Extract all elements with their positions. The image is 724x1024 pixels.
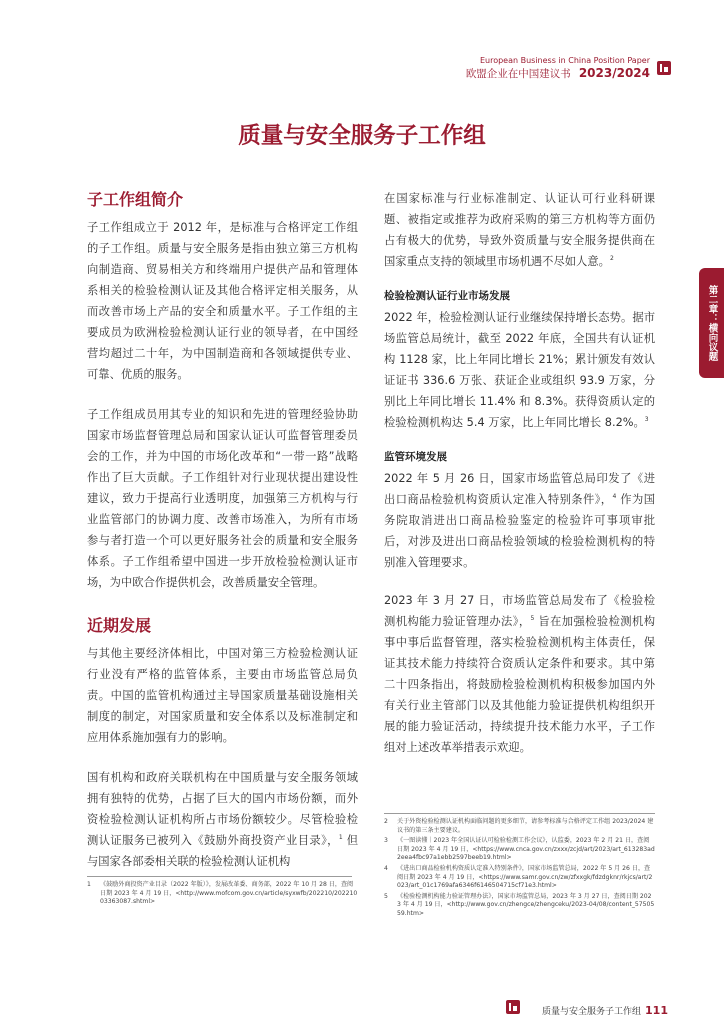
footnote-text: 《鼓励外商投资产业目录（2022 年版）》，发展改革委、商务部，2022 年 10 月 28 日，查阅日期 2023 年 4 月 19 日，<http://www.mofcom.gov.cn/article/syxwfb/202210/20221003363087.shtml> [100, 881, 358, 906]
page-header [466, 56, 650, 81]
footnote-number: 4 [384, 864, 388, 872]
regulatory-paragraph-2 [384, 590, 655, 758]
chapter-side-tab[interactable]: 第二章：横向议题 [699, 268, 724, 378]
recent-paragraph-1: 与其他主要经济体相比，中国对第三方检验检测认证行业没有严格的监管体系，主要由市场监管总局负责。中国的监管机构通过主导国家质量基础设施相关制度的制定，对国家质量和安全体系以及标准制定和应用体系施加强有力的影响。 [87, 647, 358, 744]
intro-heading: 子工作组简介 [87, 190, 184, 209]
footnote-number: 2 [384, 818, 388, 825]
footnote-text: 《一图读懂｜2023 年全国认证认可检验检测工作会议》，认监委，2023 年 2 月 21 日，查阅日期 2023 年 4 月 19 日，<https://www.cnca.gov.cn/zxxx/zcjd/art/2023/art_613283ad2eea4fbc97a1ebb2597beeb19.html> [397, 837, 655, 862]
page-footer [542, 1004, 668, 1017]
footnote [384, 818, 655, 835]
footer-logo-icon [506, 1000, 520, 1014]
continued-paragraph [384, 188, 655, 272]
footnote-number: 3 [384, 837, 388, 845]
recent-developments-heading: 近期发展 [87, 616, 152, 635]
footnote-divider-right [384, 813, 655, 814]
footnote-ref-4[interactable]: 4 [612, 493, 617, 501]
footnote [87, 881, 358, 907]
chamber-logo-icon [657, 61, 671, 75]
footnote-text: 《进出口商品检验机构资质认定准入特别条件》，国家市场监管总局，2022 年 5 月 26 日，查阅日期 2023 年 4 月 19 日，<https://www.samr.gov.cn/zw/zfxxgk/fdzdgknr/rkjcs/art/2023/art_01c1769afa6346f6146504715cf71e3.html> [397, 864, 653, 890]
regulatory-paragraph-1 [384, 468, 655, 573]
regulatory-paragraph-2-text-a: 2023 年 3 月 27 日，市场监管总局发布了《检验检测机构能力验证管理办法》， [384, 594, 655, 628]
header-cn-title: 欧盟企业在中国建议书 [465, 68, 571, 80]
recent-paragraph-2 [87, 767, 358, 872]
regulatory-paragraph-1-text-a: 2022 年 5 月 26 日，国家市场监管总局印发了《进出口商品检验机构资质认定准入特别条件》， [384, 472, 655, 506]
recent-paragraph-2-text-a: 国有机构和政府关联机构在中国质量与安全服务领域拥有独特的优势，占据了巨大的国内市场份额，而外资检验检测认证机构所占市场份额较少。尽管检验检测认证服务已被列入《鼓励外商投资产业目录》， [87, 771, 358, 847]
recent-paragraph-2-text-b: 但与国家各部委相关联的检验检测认证机构 [87, 834, 358, 868]
footnote-number: 1 [87, 881, 91, 888]
right-column [384, 188, 655, 758]
regulatory-paragraph-1-text-b: 作为国务院取消进出口商品检验鉴定的检验许可事项审批后，对涉及进出口商品检验领域的检验检测机构的特别准入管理要求。 [384, 493, 656, 569]
footnote-number: 5 [384, 892, 388, 900]
regulatory-heading: 监管环境发展 [384, 451, 447, 463]
continued-paragraph-text: 在国家标准与行业标准制定、认证认可行业科研课题、被指定或推荐为政府采购的第三方机构等方面仍占有极大的优势，导致外资质量与安全服务提供商在国家重点支持的领域里市场机遇不尽如人意。 [384, 192, 655, 268]
footnote-ref-2[interactable]: 2 [609, 255, 614, 263]
footnote-ref-5[interactable]: 5 [530, 615, 535, 623]
footnote-divider-left [87, 876, 352, 877]
header-cn-row [466, 66, 650, 81]
footnote [384, 837, 655, 863]
footnotes-left [87, 881, 358, 909]
footnote [384, 865, 655, 891]
page-number: 111 [645, 1004, 668, 1017]
left-column [87, 190, 358, 872]
market-paragraph [384, 307, 655, 433]
market-paragraph-text: 2022 年，检验检测认证行业继续保持增长态势。据市场监管总局统计，截至 2022 年底，全国共有认证机构 1128 家，比上年同比增长 21%；累计颁发有效认证证书 336.6 万张、获证企业或组织 93.9 万家，分别比上年同比增长 11.4% 和 8.3%。获得资质认定的检验检测机构达 5.4 万家，比上年同比增长 8.2%。 [384, 311, 655, 429]
intro-paragraph-2: 子工作组成员用其专业的知识和先进的管理经验协助国家市场监督管理总局和国家认证认可监督管理委员会的工作，并为中国的市场化改革和“一带一路”战略作出了巨大贡献。子工作组针对行业现状提出建设性建议，致力于提高行业透明度，加强第三方机构与行业监管部门的协调力度、改善市场准入，为所有市场参与者打造一个可以更好服务社会的质量和安全服务体系。子工作组希望中国进一步开放检验检测认证市场，为中欧合作提供机会，改善质量安全管理。 [87, 408, 358, 589]
footer-section-name: 质量与安全服务子工作组 [542, 1007, 642, 1017]
header-en-title: European Business in China Position Paper [479, 56, 650, 65]
footnote-text: 《检验检测机构能力验证管理办法》，国家市场监管总局，2023 年 3 月 27 日，查阅日期 2023 年 4 月 19 日，<http://www.gov.cn/zhengce/zhengceku/2023-04/08/content_5750559.htm> [397, 892, 655, 917]
footnotes-right [384, 818, 655, 921]
footnote-text: 关于外资检验检测认证机构面临问题的更多细节，请参考标准与合格评定工作组 2023/2024 建议书的第三条主要建议。 [397, 818, 654, 834]
regulatory-paragraph-2-text-b: 旨在加强检验检测机构事中事后监督管理，落实检验检测机构主体责任，保证其技术能力持续符合资质认定条件和要求。其中第二十四条指出，将鼓励检验检测机构积极参加国内外有关行业主管部门以及其他能力验证提供机构组织开展的能力验证活动，持续提升技术能力水平，子工作组对上述改革举措表示欢迎。 [384, 615, 656, 754]
footnote-ref-3[interactable]: 3 [644, 416, 649, 424]
page-title: 质量与安全服务子工作组 [238, 123, 486, 149]
footnote [384, 893, 655, 919]
footnote-ref-1[interactable]: 1 [338, 834, 343, 842]
intro-paragraph-1: 子工作组成立于 2012 年，是标准与合格评定工作组的子工作组。质量与安全服务是指由独立第三方机构向制造商、贸易相关方和终端用户提供产品和管理体系相关的检验检测认证及其他合格评定相关服务，从而改善市场上产品的安全和质量水平。子工作组的主要成员为欧洲检验检测认证行业的领导者，在中国经营均超过二十年，为中国制造商和各领域提供专业、可靠、优质的服务。 [87, 221, 358, 381]
header-year: 2023/2024 [578, 66, 650, 80]
market-heading: 检验检测认证行业市场发展 [384, 290, 510, 302]
